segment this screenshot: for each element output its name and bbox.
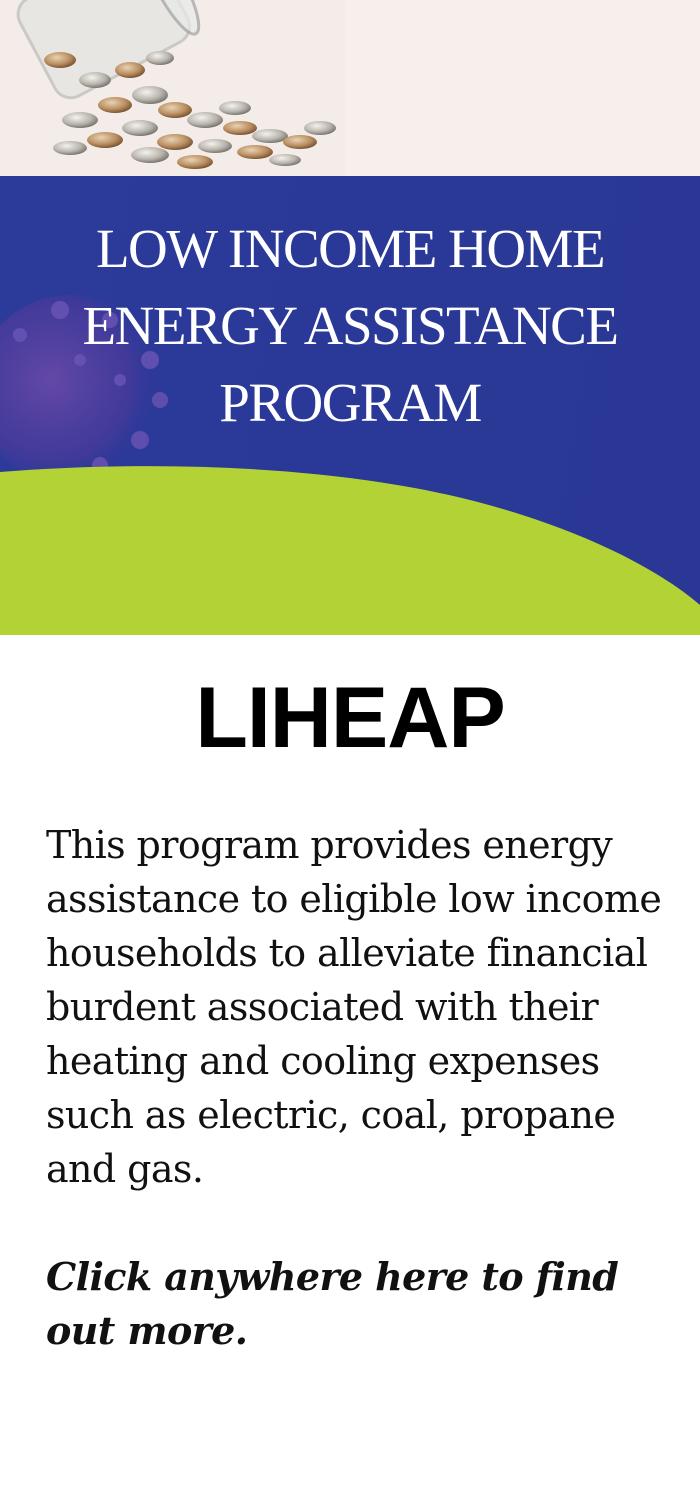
find-out-more-link[interactable]: Click anywhere here to find out more. xyxy=(46,1254,619,1353)
banner-title-line: PROGRAM xyxy=(219,372,481,433)
program-description: This program provides energy assistance to eligible low income households to alleviate financial burdent associated with their heating and cooling expenses such as electric, coal, propane and gas. xyxy=(46,823,662,1191)
banner-title-line: ENERGY ASSISTANCE xyxy=(82,295,618,356)
banner-title-line: LOW INCOME HOME xyxy=(95,218,605,279)
photo-strip xyxy=(0,0,700,176)
banner-title xyxy=(0,210,700,441)
hero-banner xyxy=(0,0,700,635)
green-wave xyxy=(0,440,700,635)
program-acronym: LIHEAP xyxy=(195,670,505,766)
coin-jar-icon xyxy=(0,0,345,176)
